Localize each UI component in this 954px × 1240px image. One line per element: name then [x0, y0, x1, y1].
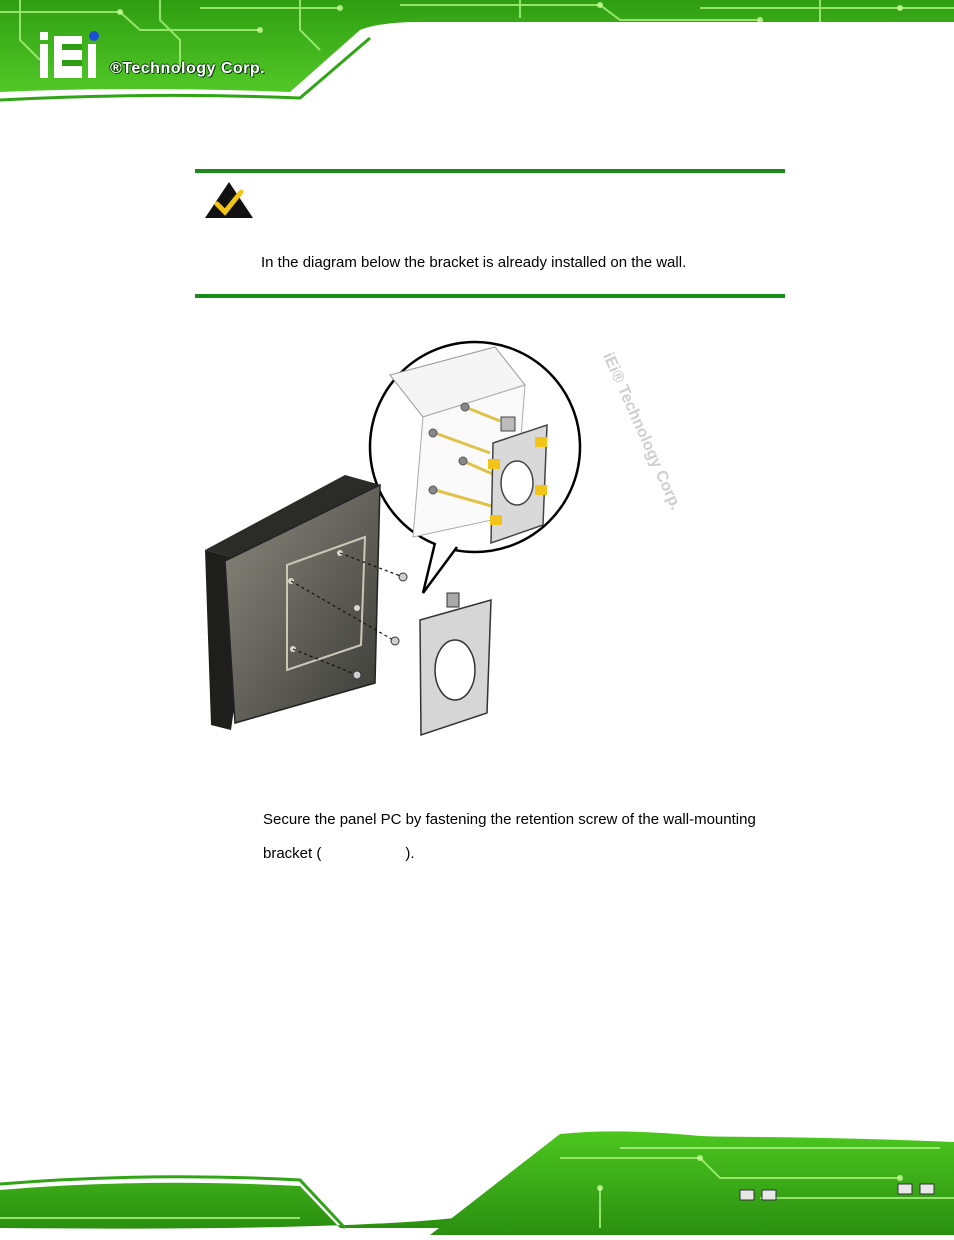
instruction-line-2 — [263, 845, 415, 862]
note-top-rule — [195, 169, 785, 173]
circuit-board-footer — [0, 1128, 954, 1235]
wall-mount-illustration — [195, 325, 685, 745]
instruction-line-1: Secure the panel PC by fastening the retention screw of the wall-mounting — [263, 811, 756, 828]
note-check-icon — [203, 180, 255, 220]
logo-text: ®Technology Corp. — [110, 60, 266, 77]
note-bottom-rule — [195, 294, 785, 298]
header-banner — [0, 0, 954, 112]
footer-banner — [0, 1128, 954, 1235]
note-text: In the diagram below the bracket is already installed on the wall. — [261, 254, 687, 271]
iei-logo — [38, 30, 298, 86]
instruction-line-2-end: ). — [405, 845, 415, 862]
instruction-line-2-start: bracket ( — [263, 845, 322, 862]
iei-logo-mark — [38, 30, 108, 82]
diagram-watermark: iEi® Technology Corp. — [599, 350, 685, 513]
wall-mount-diagram — [195, 325, 685, 745]
